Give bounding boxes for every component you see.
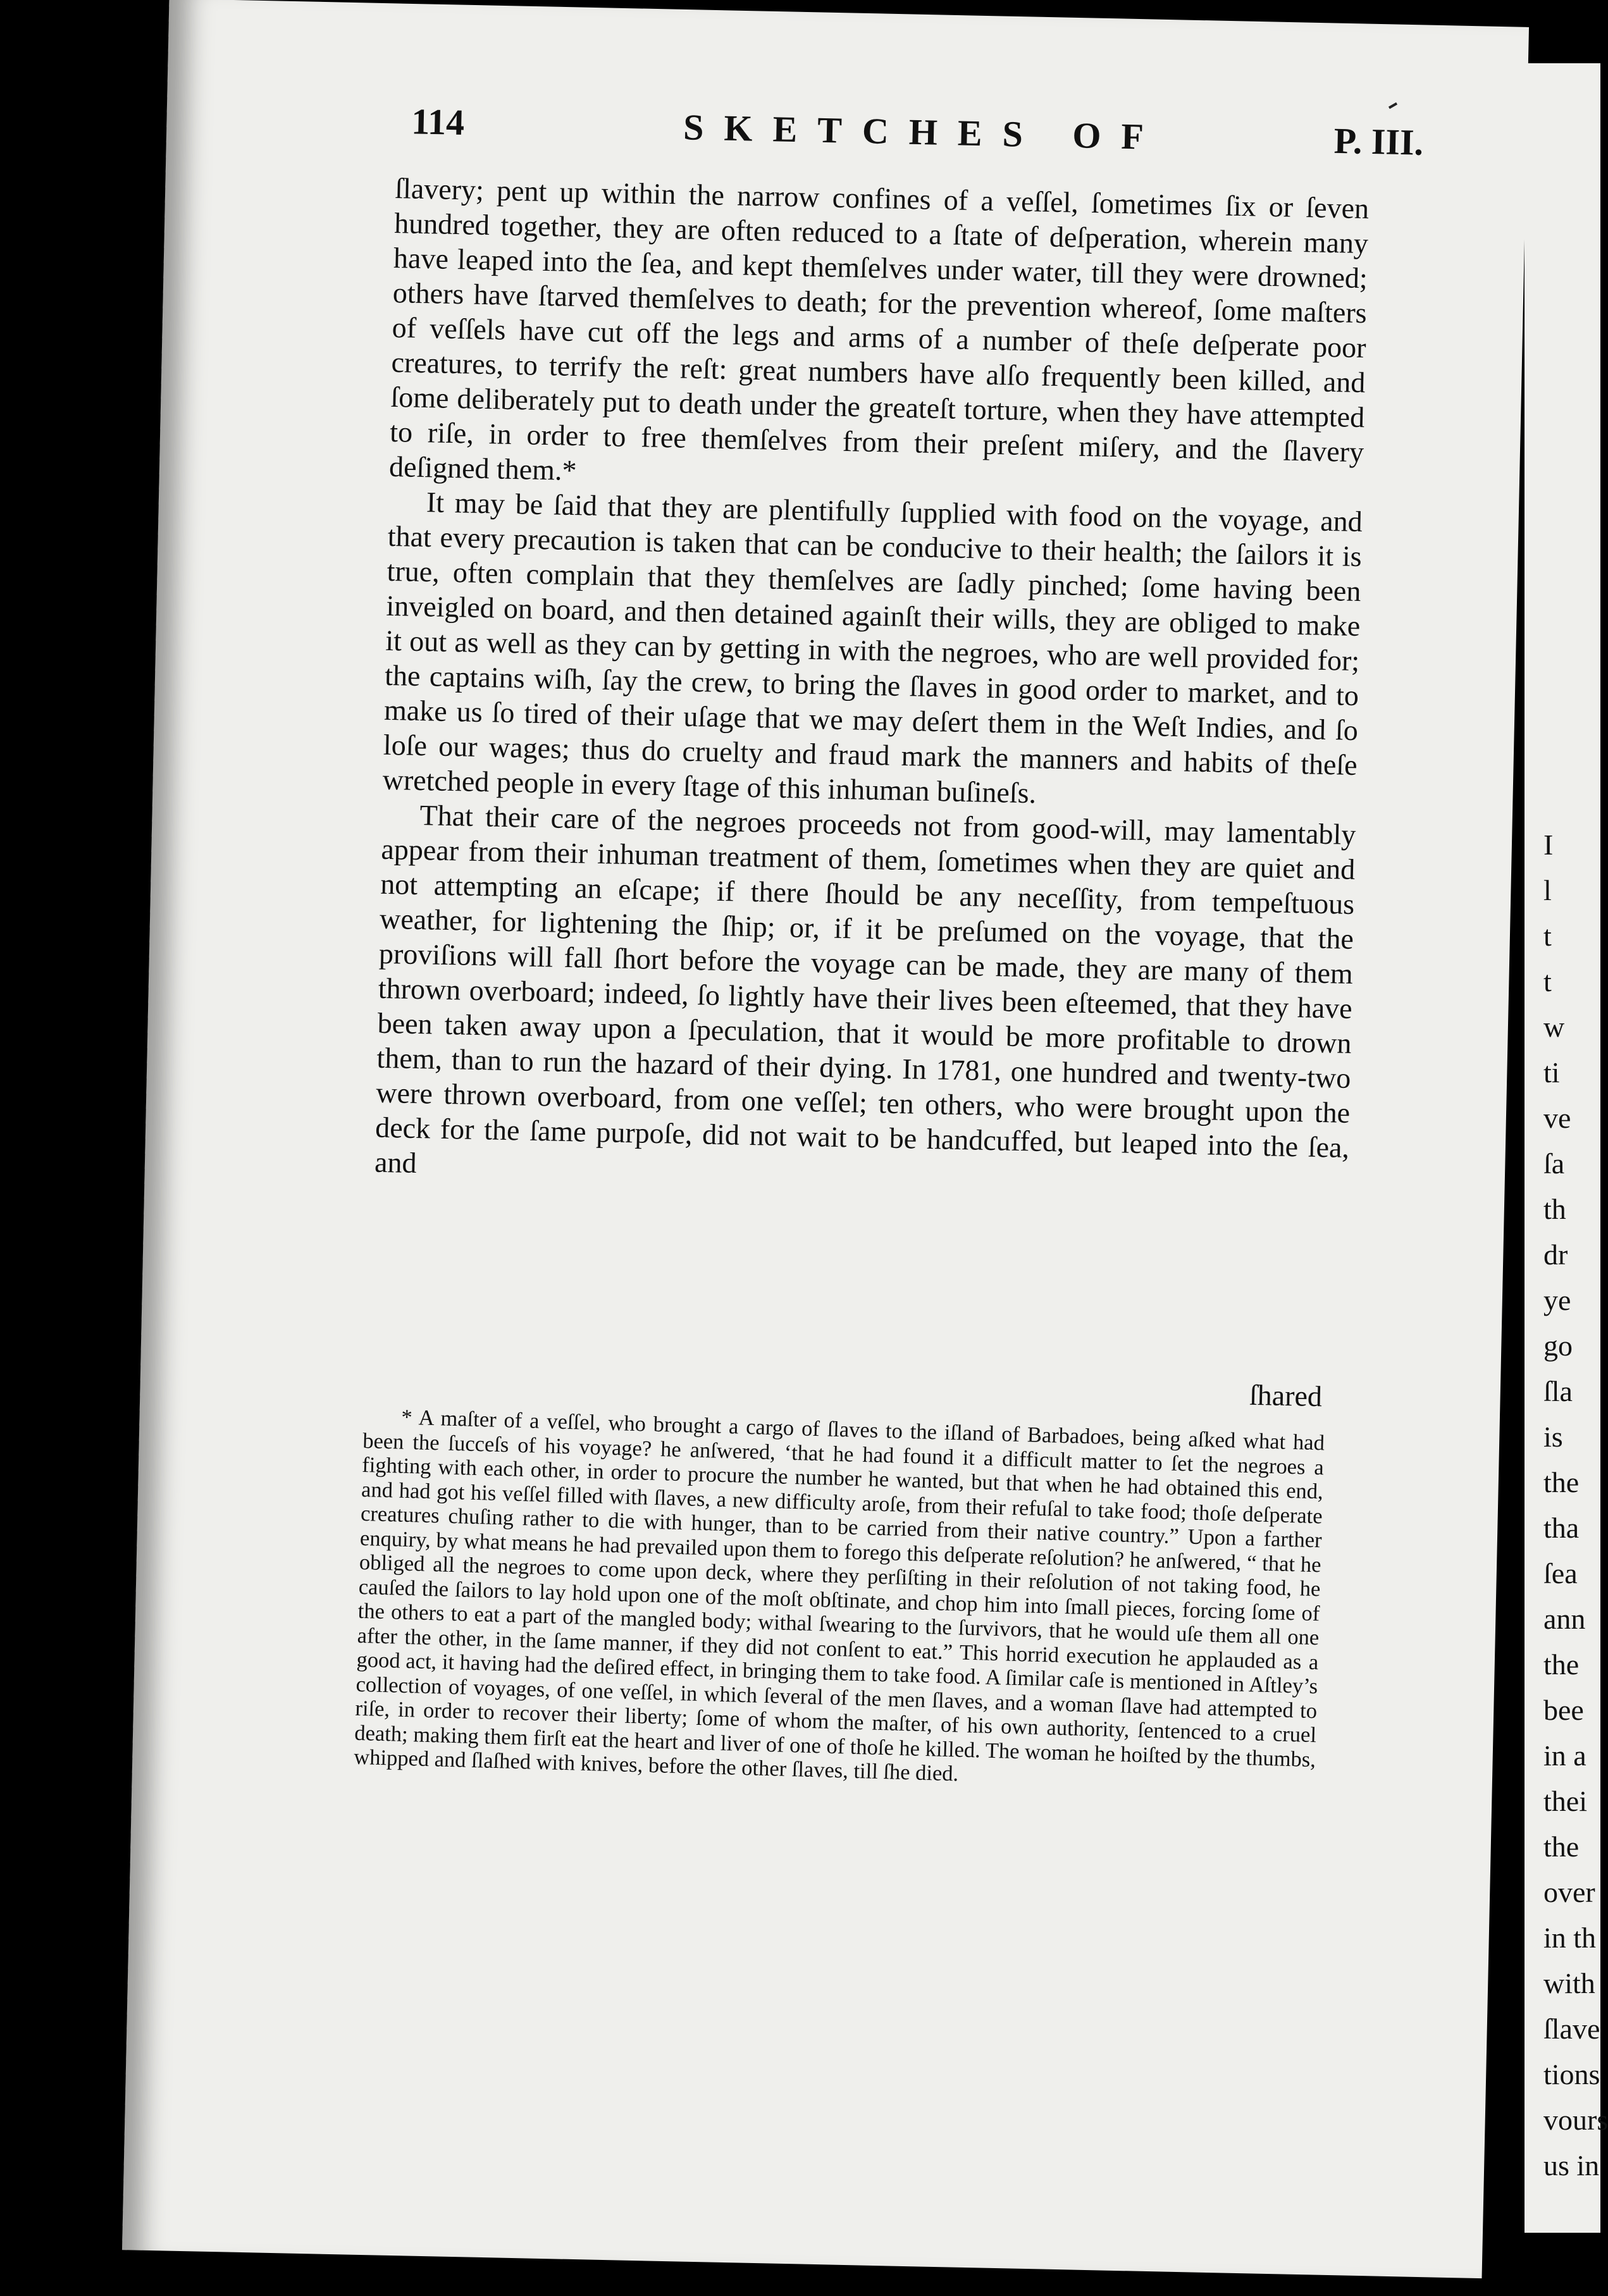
facing-page-fragment: l — [1543, 874, 1552, 906]
catchword: ſhared — [1249, 1378, 1323, 1413]
facing-page-fragment: ye — [1543, 1284, 1571, 1316]
footnote-text: * A maſter of a veſſel, who brought a cargo of ſlaves to the iſland of Barbadoes, being aſked what had been the ſucceſs of his voyage? he anſwered, ‘that he had found it a difficult matter to ſet the negroes a fighting with each other, in order to procure the number he wanted, but that when he had obtained this end, and had got his veſſel filled with ſlaves, a new difficulty aroſe, from their refuſal to take food; thoſe deſperate creatures chuſing rather to die with hunger, than to be carried from their native country.” Upon a farther enquiry, by what means he had prevailed upon them to forego this deſperate reſolution? he anſwered, “ that he obliged all the negroes to come upon deck, where they perſiſting in their reſolution of not taking food, he cauſed the ſailors to lay hold upon one of the moſt obſtinate, and chop him into ſmall pieces, forcing ſome of the others to eat a part of the mangled body; withal ſwearing to the ſurvivors, that he would uſe them all one after the other, in the ſame manner, if they did not conſent to eat.” This horrid execution he applauded as a good act, it having had the deſired effect, in bringing them to take food. A ſimilar caſe is mentioned in Aſtley’s collection of voyages, of one veſſel, in which ſeveral of the men ſlaves, and a woman ſlave had attempted to riſe, in order to recover their liberty; ſome of whom the maſter, of his own authority, ſentenced to a cruel death; making them firſt eat the heart and liver of one of thoſe he killed. The woman he hoiſted by the thumbs, whipped and ſlaſhed with knives, before the other ſlaves, till ſhe died. — [353, 1405, 1325, 1786]
facing-page-fragment: go — [1543, 1330, 1573, 1362]
facing-page-fragment: ti — [1543, 1056, 1560, 1089]
facing-page-fragment: the — [1543, 1648, 1580, 1681]
facing-page-fragment: the — [1543, 1830, 1580, 1863]
facing-page-fragment: ſla — [1543, 1375, 1573, 1407]
running-title: SKETCHES OF — [683, 106, 1165, 158]
facing-page-fragment: ſea — [1543, 1557, 1578, 1589]
part-label: P. III. — [1333, 120, 1424, 163]
facing-page-fragment: vours — [1543, 2104, 1608, 2136]
facing-page-fragment: bee — [1543, 1694, 1584, 1726]
facing-page-fragment: thei — [1543, 1785, 1587, 1817]
facing-page-fragment: is — [1543, 1421, 1563, 1453]
facing-page-fragment: tha — [1543, 1512, 1580, 1544]
main-text — [374, 171, 1370, 1200]
facing-page-fragment: th — [1543, 1193, 1566, 1225]
facing-page-fragment: t — [1543, 965, 1552, 997]
page-number: 114 — [411, 101, 465, 143]
facing-page-fragment: in a — [1543, 1739, 1586, 1772]
facing-page-fragment: the — [1543, 1466, 1580, 1498]
footnote — [354, 1404, 1325, 1796]
facing-page-fragment: us in — [1543, 2149, 1600, 2182]
facing-page-fragment: ſlave — [1543, 2013, 1600, 2045]
facing-page-fragment: t — [1543, 920, 1552, 952]
facing-page-fragment: ve — [1543, 1102, 1571, 1134]
facing-page-fragment: ann — [1543, 1603, 1586, 1635]
facing-page-text — [1543, 822, 1608, 2188]
paragraph: ſlavery; pent up within the narrow confines of a veſſel, ſometimes ſix or ſeven hundred together, they are often reduced to a ſtate of deſperation, wherein many have leaped into the ſea, and kept themſelves under water, till they were drowned; others have ſtarved themſelves to death; for the prevention whereof, ſome maſters of veſſels have cut off the legs and arms of a number of theſe deſperate poor creatures, to terrify the reſt: great numbers have alſo frequently been killed, and ſome deliberately put to death under the greateſt torture, when they have attempted to riſe, in order to free themſelves from their preſent miſery, and the ſlavery deſigned them.* — [388, 171, 1370, 487]
facing-page-fragment: ſa — [1543, 1147, 1565, 1180]
facing-page-fragment: dr — [1543, 1238, 1568, 1271]
facing-page-fragment: I — [1543, 829, 1554, 861]
paragraph: It may be ſaid that they are plentifully ſupplied with food on the voyage, and that every precaution is taken that can be conducive to their health; the ſailors it is true, often complain that they themſelves are ſadly pinched; ſome having been inveigled on board, and then detained againſt their wills, they are obliged to make it out as well as they can by getting in with the negroes, who are well provided for; the captains wiſh, ſay the crew, to bring the ſlaves in good order to market, and to make us ſo tired of their uſage that we may deſert them in the Weſt Indies, and ſo loſe our wages; thus do cruelty and fraud mark the manners and habits of theſe wretched people in every ſtage of this inhuman buſineſs. — [382, 486, 1363, 810]
facing-page-fragment: in th — [1543, 1922, 1597, 1954]
paragraph: That their care of the negroes proceeds not from good-will, may lamentably appear from their inhuman treatment of them, ſometimes when they are quiet and not attempting an eſcape; if there ſhould be any neceſſity, from tempeſtuous weather, for lightening the ſhip; or, if it be preſumed on the voyage, that the proviſions will fall ſhort before the voyage can be made, they are many of them thrown overboard; indeed, ſo lightly have their lives been eſteemed, that they have been taken away upon a ſpeculation, that it would be more profitable to drown them, than to run the hazard of their dying. In 1781, one hundred and twenty-two were thrown overboard, from one veſſel; ten others, who were brought upon the deck for the ſame purpoſe, did not wait to be handcuffed, but leaped into the ſea, and — [374, 799, 1356, 1180]
facing-page-fragment: with — [1543, 1967, 1595, 1999]
facing-page-fragment: tions — [1543, 2058, 1600, 2090]
facing-page-fragment: w — [1543, 1011, 1565, 1043]
facing-page-fragment: over — [1543, 1876, 1595, 1908]
